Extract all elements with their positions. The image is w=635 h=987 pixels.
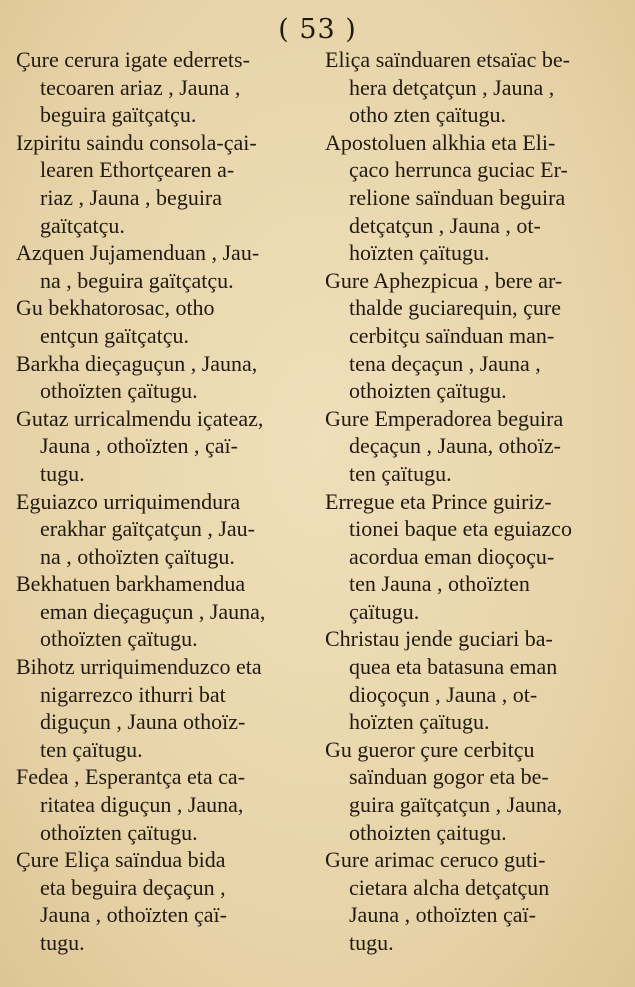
left-column xyxy=(16,46,308,957)
text-line: Gutaz urricalmendu içateaz, xyxy=(16,405,264,431)
text-line: thalde guciarequin, çure xyxy=(349,295,561,321)
text-line: ten Jauna , othoïzten xyxy=(349,571,530,597)
litany-entry xyxy=(16,46,308,129)
text-line: cerbitçu saïnduan man- xyxy=(349,322,555,348)
litany-entry xyxy=(325,625,621,735)
text-line: erakhar gaïtçatçun , Jau- xyxy=(40,516,255,542)
litany-entry xyxy=(16,846,308,956)
text-line: Gu gueror çure cerbitçu xyxy=(325,736,535,762)
text-line: othoizten çaïtugu. xyxy=(349,378,507,404)
text-line: acordua eman dioçoçu- xyxy=(349,543,555,569)
text-line: Eliça saïnduaren etsaïac be- xyxy=(325,47,570,72)
text-line: tugu. xyxy=(40,460,85,486)
text-line: tugu. xyxy=(40,930,85,955)
text-line: Apostoluen alkhia eta Eli- xyxy=(325,129,556,155)
litany-entry xyxy=(16,239,308,294)
text-line: tecoaren ariaz , Jauna , xyxy=(40,74,241,100)
text-line: hoïzten çaïtugu. xyxy=(349,240,490,266)
text-line: Izpiritu saindu consola-çai- xyxy=(16,129,257,155)
text-line: Azquen Jujamenduan , Jau- xyxy=(16,240,260,266)
litany-entry xyxy=(16,405,308,488)
text-line: çaco herrunca guciac Er- xyxy=(349,157,568,183)
text-line: Bekhatuen barkhamendua xyxy=(16,571,246,597)
text-line: othoïzten çaïtugu. xyxy=(40,626,198,652)
text-line: guira gaïtçatçun , Jauna, xyxy=(349,792,563,818)
text-line: Eguiazco urriquimendura xyxy=(16,488,241,514)
text-line: ritatea diguçun , Jauna, xyxy=(40,792,244,818)
text-line: detçatçun , Jauna , ot- xyxy=(349,212,541,238)
text-line: eta beguira deçaçun , xyxy=(40,874,226,900)
text-line: Jauna , othoïzten , çaï- xyxy=(40,433,238,459)
litany-entry xyxy=(325,129,621,267)
text-line: na , beguira gaïtçatçu. xyxy=(40,267,234,293)
text-line: Christau jende guciari ba- xyxy=(325,626,553,652)
text-line: hera detçatçun , Jauna , xyxy=(349,74,555,100)
text-line: na , othoïzten çaïtugu. xyxy=(40,543,235,569)
text-line: ten çaïtugu. xyxy=(40,736,143,762)
page-number: ( 53 ) xyxy=(278,14,357,45)
text-line: othoïzten çaïtugu. xyxy=(40,378,198,404)
litany-entry xyxy=(325,46,621,129)
litany-entry xyxy=(325,846,621,956)
text-line: Gure Emperadorea beguira xyxy=(325,405,564,431)
text-line: dioçoçun , Jauna , ot- xyxy=(349,681,538,707)
text-line: nigarrezco ithurri bat xyxy=(40,681,226,707)
text-line: beguira gaïtçatçu. xyxy=(40,102,197,128)
text-line: ten çaïtugu. xyxy=(349,460,452,486)
text-line: diguçun , Jauna othoïz- xyxy=(40,709,246,735)
text-line: deçaçun , Jauna, othoïz- xyxy=(349,433,561,459)
text-line: entçun gaïtçatçu. xyxy=(40,322,190,348)
text-line: tugu. xyxy=(349,930,394,955)
text-line: hoïzten çaïtugu. xyxy=(349,709,490,735)
text-line: tena deçaçun , Jauna , xyxy=(349,350,541,376)
text-line: eman dieçaguçun , Jauna, xyxy=(40,598,266,624)
text-line: saïnduan gogor eta be- xyxy=(349,764,549,790)
text-line: gaïtçatçu. xyxy=(40,212,125,238)
text-line: Gure Aphezpicua , bere ar- xyxy=(325,267,563,293)
litany-entry xyxy=(16,488,308,571)
litany-entry xyxy=(325,736,621,846)
litany-entry xyxy=(16,570,308,653)
text-line: Barkha dieçaguçun , Jauna, xyxy=(16,350,258,376)
right-column xyxy=(325,46,621,957)
text-line: riaz , Jauna , beguira xyxy=(40,184,223,210)
litany-entry xyxy=(325,405,621,488)
text-line: quea eta batasuna eman xyxy=(349,654,558,680)
text-line: relione saïnduan beguira xyxy=(349,184,566,210)
text-line: çaïtugu. xyxy=(349,598,420,624)
text-line: otho zten çaïtugu. xyxy=(349,102,507,128)
text-line: tionei baque eta eguiazco xyxy=(349,516,572,542)
text-line: Jauna , othoïzten çaï- xyxy=(349,902,536,928)
litany-entry xyxy=(16,350,308,405)
litany-entry xyxy=(16,653,308,763)
text-line: Gure arimac ceruco guti- xyxy=(325,847,546,873)
text-line: Çure Eliça saïndua bida xyxy=(16,847,226,873)
text-line: Çure cerura igate ederrets- xyxy=(16,47,250,72)
litany-entry xyxy=(16,294,308,349)
text-line: Erregue eta Prince guiriz- xyxy=(325,488,552,514)
text-line: othoïzten çaïtugu. xyxy=(40,819,198,845)
text-line: othoizten çaitugu. xyxy=(349,819,507,845)
text-line: Bihotz urriquimenduzco eta xyxy=(16,654,262,680)
litany-entry xyxy=(16,763,308,846)
text-line: Gu bekhatorosac, otho xyxy=(16,295,215,321)
text-line: Fedea , Esperantça eta ca- xyxy=(16,764,246,790)
litany-entry xyxy=(325,267,621,405)
litany-entry xyxy=(325,488,621,626)
text-line: learen Ethortçearen a- xyxy=(40,157,235,183)
text-line: Jauna , othoïzten çaï- xyxy=(40,902,227,928)
litany-entry xyxy=(16,129,308,239)
text-line: cietara alcha detçatçun xyxy=(349,874,550,900)
